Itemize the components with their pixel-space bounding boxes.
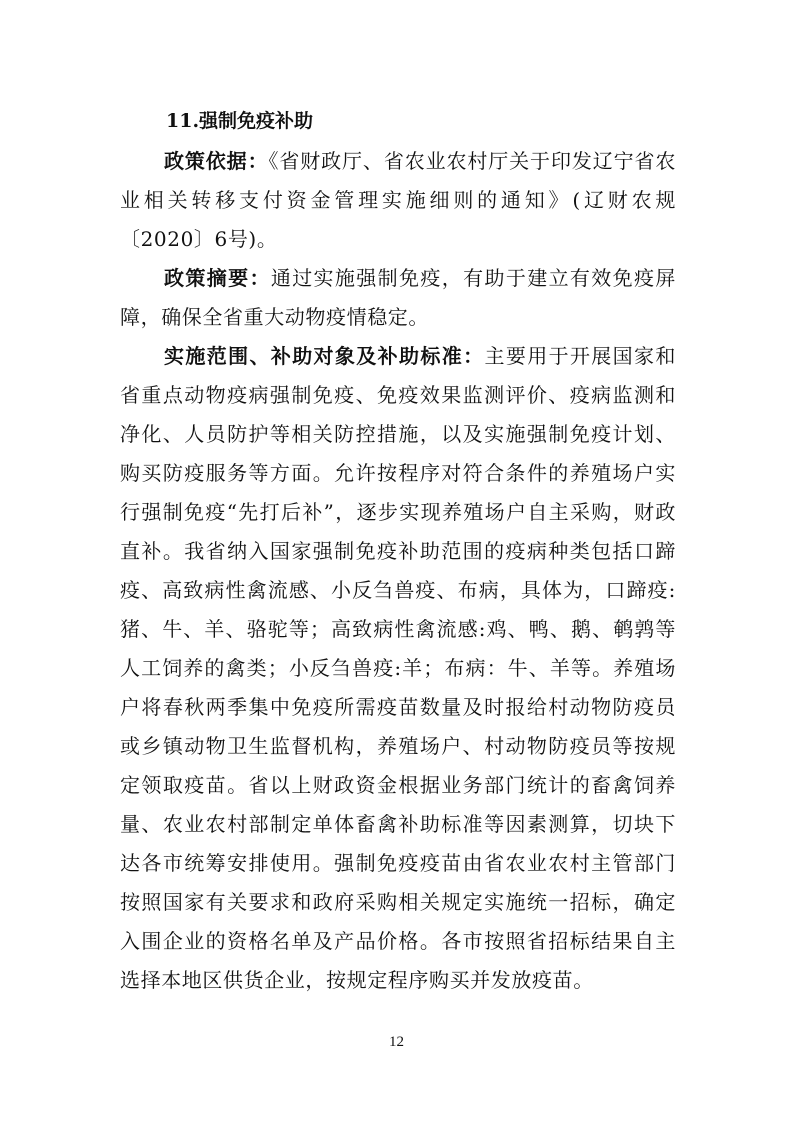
section-heading: 11.强制免疫补助	[166, 110, 314, 132]
paragraph-lead: 政策摘要：	[164, 266, 271, 290]
paragraph-text: 主要用于开展国家和省重点动物疫病强制免疫、免疫效果监测评价、疫病监测和净化、人员防护等相关防控措施，以及实施强制免疫计划、购买防疫服务等方面。允许按程序对符合条件的养殖场户实行强制免疫“先打后补”，逐步实现养殖场户自主采购，财政直补。我省纳入国家强制免疫补助范围的疫病种类包括口蹄疫、高致病性禽流感、小反刍兽疫、布病，具体为，口蹄疫:猪、牛、羊、骆驼等；高致病性禽流感:鸡、鸭、鹅、鹌鹑等人工饲养的禽类；小反刍兽疫:羊；布病：牛、羊等。养殖场户将春秋两季集中免疫所需疫苗数量及时报给村动物防疫员或乡镇动物卫生监督机构，养殖场户、村动物防疫员等按规定领取疫苗。省以上财政资金根据业务部门统计的畜禽饲养量、农业农村部制定单体畜禽补助标准等因素测算，切块下达各市统筹安排使用。强制免疫疫苗由省农业农村主管部门按照国家有关要求和政府采购相关规定实施统一招标，确定入围企业的资格名单及产品价格。各市按照省招标结果自主选择本地区供货企业，按规定程序购买并发放疫苗。	[120, 344, 677, 992]
paragraph-lead: 实施范围、补助对象及补助标准：	[164, 344, 485, 368]
page-content	[120, 100, 676, 1000]
paragraph-scope-and-standards	[120, 337, 676, 1000]
paragraph-policy-summary	[120, 259, 676, 337]
paragraph-text: 通过实施强制免疫，有助于建立有效免疫屏障，确保全省重大动物疫情稳定。	[120, 266, 676, 329]
page-number: 12	[389, 1034, 404, 1050]
paragraph-policy-basis	[120, 142, 676, 259]
paragraph-text: 《省财政厅、省农业农村厅关于印发辽宁省农业相关转移支付资金管理实施细则的通知》(辽财农规〔2020〕6号)。	[120, 149, 677, 251]
paragraph-lead: 政策依据：	[164, 149, 269, 173]
